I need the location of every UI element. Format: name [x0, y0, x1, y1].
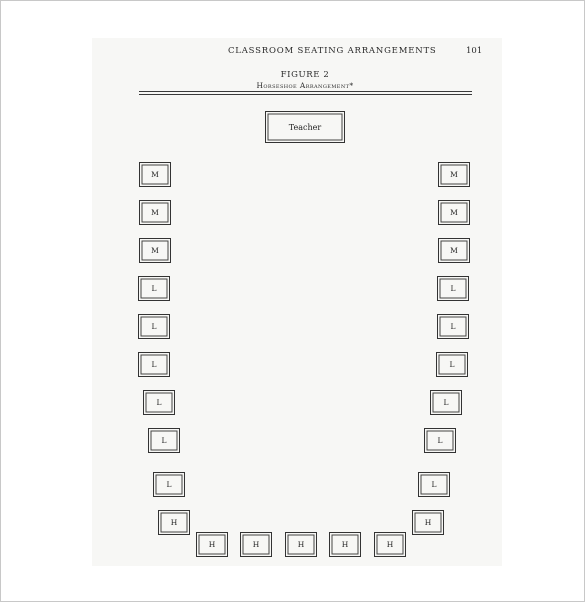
seat-left-4: L	[138, 276, 170, 301]
teacher-desk: Teacher	[265, 111, 345, 143]
seat-right-1: M	[438, 162, 470, 187]
seat-right-10: H	[412, 510, 444, 535]
figure-label: FIGURE 2	[280, 70, 330, 80]
seat-left-2: M	[139, 200, 171, 225]
page-number: 101	[466, 46, 483, 56]
seat-left-3: M	[139, 238, 171, 263]
seat-right-6: L	[436, 352, 468, 377]
seat-bottom-2: H	[240, 532, 272, 557]
seat-right-3: M	[438, 238, 470, 263]
seat-left-1: M	[139, 162, 171, 187]
seat-right-4: L	[437, 276, 469, 301]
running-head-title: CLASSROOM SEATING ARRANGEMENTS	[228, 46, 437, 56]
seat-left-10: H	[158, 510, 190, 535]
seat-right-8: L	[424, 428, 456, 453]
caption-rule-thick	[139, 94, 472, 95]
figure-caption: Horseshoe Arrangement*	[256, 81, 354, 90]
seat-bottom-5: H	[374, 532, 406, 557]
seat-right-2: M	[438, 200, 470, 225]
seat-bottom-3: H	[285, 532, 317, 557]
seat-left-5: L	[138, 314, 170, 339]
seat-right-7: L	[430, 390, 462, 415]
seat-bottom-1: H	[196, 532, 228, 557]
caption-rule-thin	[139, 91, 472, 92]
seat-right-9: L	[418, 472, 450, 497]
seat-left-8: L	[148, 428, 180, 453]
seat-left-9: L	[153, 472, 185, 497]
seat-left-7: L	[143, 390, 175, 415]
seat-right-5: L	[437, 314, 469, 339]
seat-bottom-4: H	[329, 532, 361, 557]
seat-left-6: L	[138, 352, 170, 377]
